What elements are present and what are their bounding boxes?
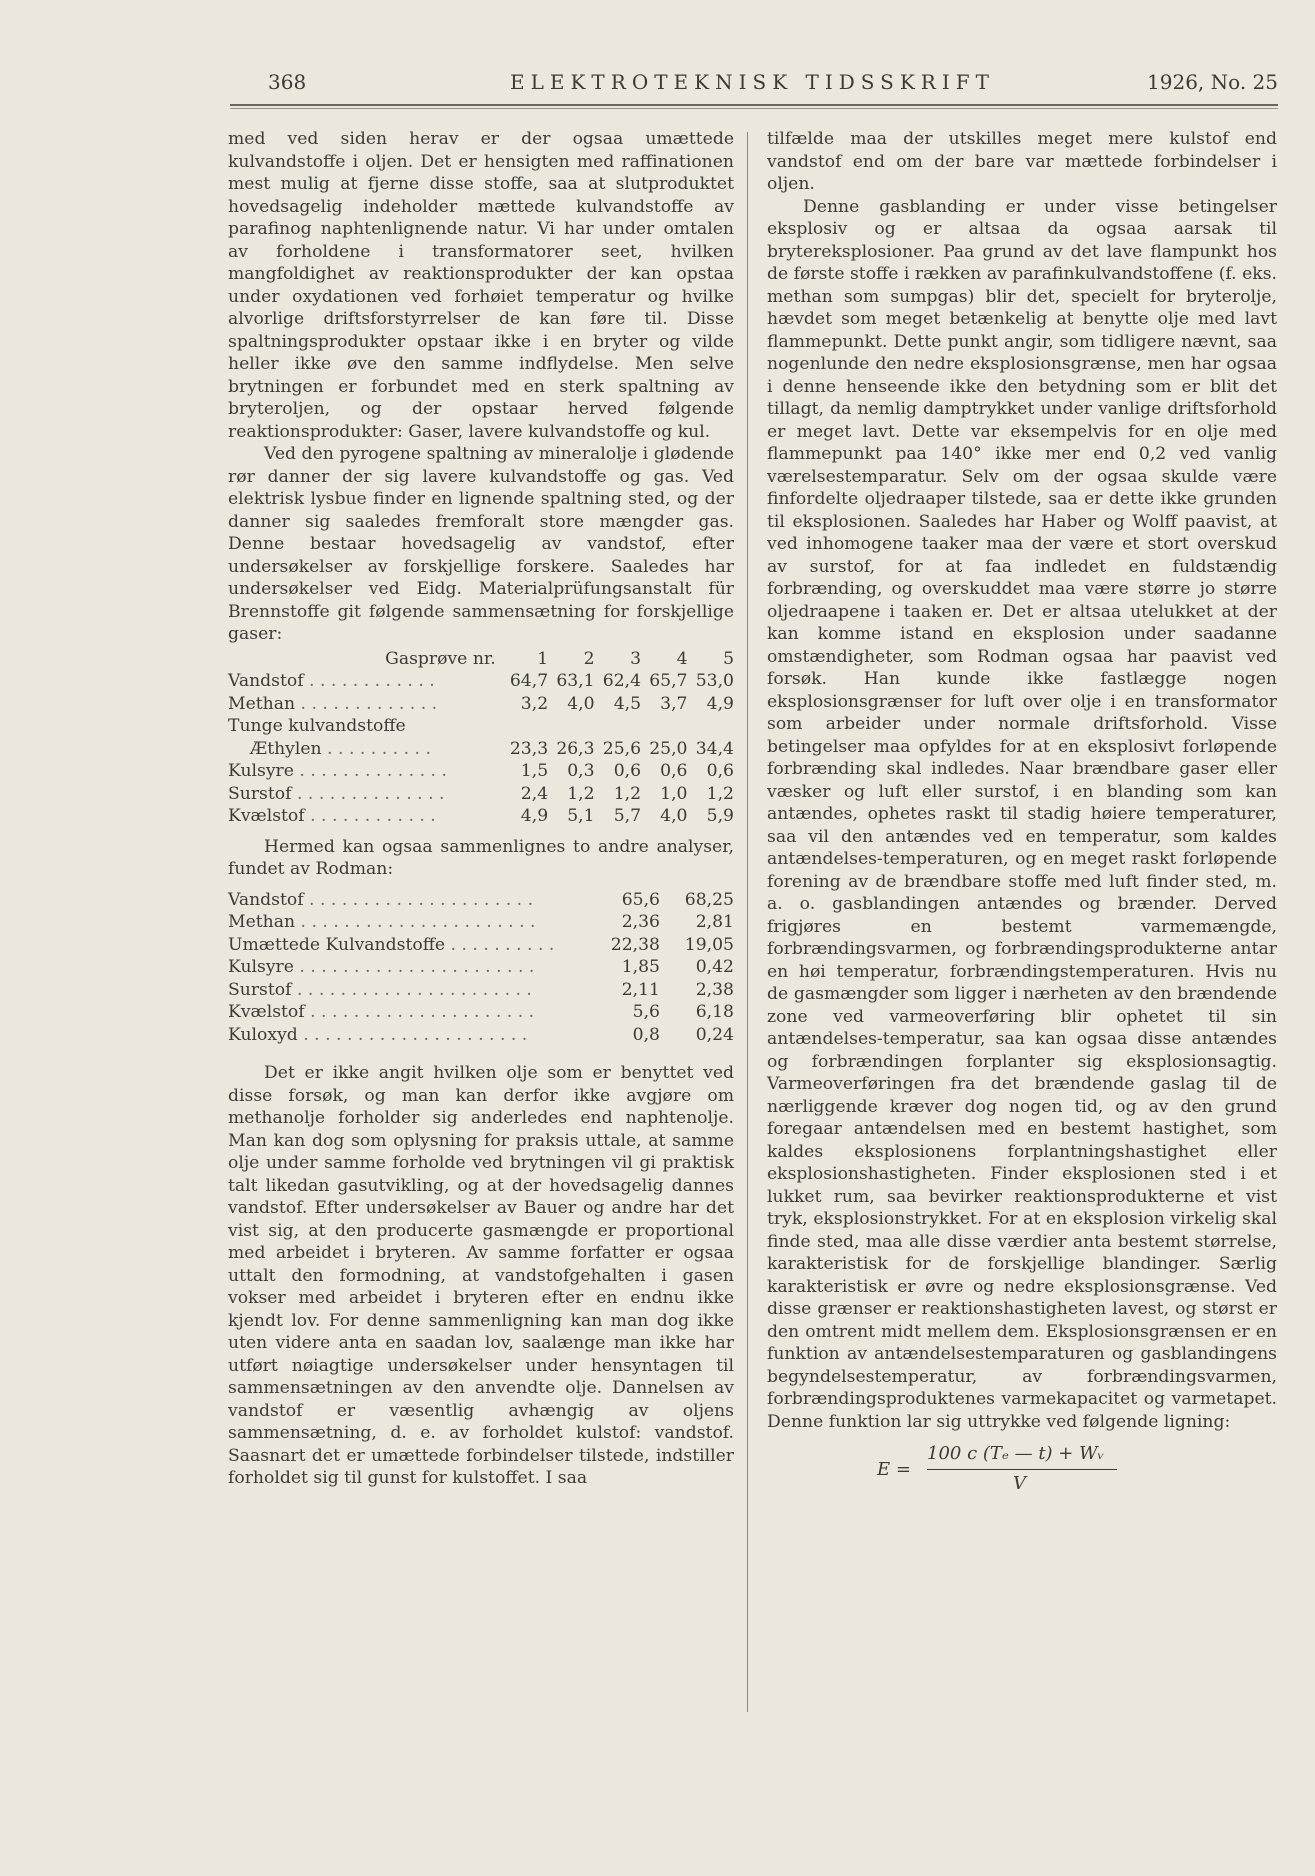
table-col-header: 1 (537, 648, 549, 669)
table-cell: 3,2 (520, 693, 549, 714)
gas-sample-table (228, 648, 734, 828)
row-label: Umættede Kulvandstoffe (228, 934, 446, 955)
table-cell: 0,3 (567, 761, 595, 781)
table-row: Umættede Kulvandstoffe . . . . . . . . . . 22,38 19,05 (228, 934, 734, 955)
table-cell: 23,3 (509, 738, 549, 759)
table-col-header: 4 (676, 648, 688, 669)
table-cell: 62,4 (602, 671, 642, 691)
table-row: Vandstof . . . . . . . . . . . . . . . . . . . . . 65,6 68,25 (228, 889, 734, 910)
row-label: Tunge kulvandstoffe (228, 716, 406, 736)
table-cell: 26,3 (556, 738, 595, 759)
table-cell: 0,6 (613, 761, 642, 781)
formula-denominator: V (1013, 1473, 1026, 1494)
table-cell: 1,2 (567, 783, 595, 804)
table-cell: 2,4 (520, 783, 549, 804)
table-row: Surstof . . . . . . . . . . . . . . 2,4 1,2 1,2 1,0 1,2 (228, 783, 734, 804)
table-row: Methan . . . . . . . . . . . . . . . . . . . . . . 2,36 2,81 (228, 912, 734, 932)
table-cell: 65,7 (649, 671, 688, 691)
table-cell: 0,24 (695, 1024, 734, 1045)
table-cell: 2,36 (621, 912, 660, 932)
table-row: Kulsyre . . . . . . . . . . . . . . . . . . . . . . 1,85 0,42 (228, 957, 734, 977)
table-cell: 2,81 (695, 912, 734, 932)
left-paragraph-2: Ved den pyrogene spaltning av mineralolje i glødende rør danner der sig lavere kulvandstoffe og gas. Ved elektrisk lysbue finder en lignende spaltning sted, og der danner sig saaledes fremforalt store mængder gas. Denne bestaar hovedsagelig av vandstof, efter undersøkelser av forskjellige forskere. Saaledes har undersøkelser ved Eidg. Materialprüfungsanstalt für Brennstoffe git følgende sammensætning for forskjellige gaser: (228, 444, 734, 644)
row-label: Vandstof (228, 671, 304, 691)
row-label: Kuloxyd (228, 1024, 298, 1045)
table-row: Surstof . . . . . . . . . . . . . . . . . . . . . . 2,11 2,38 (228, 979, 734, 1000)
table-cell: 63,1 (556, 671, 595, 691)
header-rule-thin (230, 108, 1278, 109)
table-cell: 68,25 (684, 889, 734, 910)
table-header-label: Gasprøve nr. (385, 648, 496, 669)
table-row: Kvælstof . . . . . . . . . . . . . . . . . . . . . 5,6 6,18 (228, 1002, 734, 1022)
table-cell: 22,38 (610, 934, 660, 955)
table-header-row (228, 648, 734, 671)
table-cell: 0,6 (706, 761, 734, 781)
column-divider (747, 132, 748, 1712)
table-cell: 5,1 (567, 806, 595, 826)
formula-lhs: E = (877, 1459, 911, 1480)
table-col-header: 2 (583, 648, 595, 669)
right-paragraph-2: Denne gasblanding er under visse betingelser eksplosiv og er altsaa da ogsaa aarsak til brytereksplosioner. Paa grund av det lave flampunkt hos de første stoffe i rækken av parafinkulvandstoffene (f. eks. methan som sumpgas) blir det, specielt for bryterolje, hævdet som meget betænkelig at benytte olje med lavt flammepunkt. Dette punkt angir, som tidligere nævnt, saa nogenlunde den nedre eksplosionsgrænse, men har ogsaa i denne henseende ikke den betydning som er blit det tillagt, da nemlig damptrykket under vanlige driftsforhold er meget lavt. Dette var eksempelvis for en olje med flammepunkt paa 140° ikke mer end 0,2 ved vanlig værelsestemparatur. Selv om der ogsaa skulde være finfordelte oljedraaper tilstede, saa er dette ikke grunden til eksplosionen. Saaledes har Haber og Wolff paavist, at ved inhomogene taaker maa der være et stort overskud av surstof, for at faa indledet en fuldstændig forbrænding, og overskuddet maa være større jo større oljedraapene i taaken er. Det er altsaa utelukket at der kan komme istand en eksplosion under saadanne omstændigheter, som Rodman ogsaa har paavist ved forsøk. Han kunde ikke fastlægge nogen eksplosionsgrænser for luft over olje i en transformator som arbeider under normale driftsforhold. Visse betingelser maa opfyldes for at en eksplosivt forløpende forbrænding skal indledes. Naar brændbare gaser eller væsker og luft eller surstof, i en blanding som kan antændes, ophetes raskt til stadig høiere temperaturer, saa vil den antændes ved en temperatur, som kaldes antændelses-temperaturen, og en meget raskt forløpende forening av de brændbare stoffe med luft finder sted, m. a. o. gasblandingen antændes og brænder. Derved frigjøres en bestemt varmemængde, forbrændingsvarmen, og forbrændingsprodukterne antar en høi temperatur, forbrændingstemperaturen. Hvis nu de gasmængder som ligger i nærheten av den brændende zone ved varmeoverføring blir ophetet til sin antændelses-temperatur, saa kan ogsaa disse antændes og forbrændingen forplanter sig eksplosionsagtig. Varmeoverføringen fra det brændende gaslag til de nærliggende kræver dog nogen tid, og av den grund foregaar antændelsen med en bestemt hastighet, som kaldes eksplosionens forplantningshastighet eller eksplosionshastigheten. Finder eksplosionen sted i et lukket rum, saa bevirker reaktionsprodukterne et vist tryk, eksplosionstrykket. For at en eksplosion virkelig skal finde sted, maa alle disse værdier anta bestemt størrelse, karakteristisk for de forskjellige blandinger. Særlig karakteristisk er øvre og nedre eksplosionsgrænse. Ved disse grænser er reaktionshastigheten lavest, og størst er den omtrent midt mellem dem. Eksplosionsgrænsen er en funktion av antændelsestemparaturen og gasblandingens begyndelsestemperatur, av forbrændingsvarmen, forbrændingsproduktenes varmekapacitet og varmetapet. Denne funktion lar sig uttrykke ved følgende ligning: (767, 196, 1277, 1432)
table-row: Vandstof . . . . . . . . . . . . 64,7 63,1 62,4 65,7 53,0 (228, 671, 734, 691)
table-cell: 2,11 (621, 979, 660, 1000)
table-row (228, 715, 734, 738)
table-cell: 19,05 (684, 934, 734, 955)
row-label: Kulsyre (228, 957, 294, 977)
table-cell: 0,8 (632, 1024, 660, 1045)
right-paragraph-1: tilfælde maa der utskilles meget mere kulstof end vandstof end om der bare var mættede forbindelser i oljen. (767, 129, 1277, 194)
table-cell: 2,38 (695, 979, 734, 1000)
table-cell: 3,7 (660, 693, 688, 714)
header-rule (230, 104, 1278, 106)
table-row: Æthylen . . . . . . . . . . 23,3 26,3 25,6 25,0 34,4 (250, 738, 734, 759)
table-cell: 1,5 (520, 761, 549, 781)
formula-numerator: 100 c (Tₑ — t) + Wᵥ (927, 1443, 1105, 1464)
table-cell: 0,42 (695, 957, 734, 977)
table-row: Kulsyre . . . . . . . . . . . . . . 1,5 0,3 0,6 0,6 0,6 (228, 761, 734, 781)
table-cell: 4,0 (660, 806, 688, 826)
table-cell: 64,7 (509, 671, 549, 691)
table-cell: 1,85 (621, 957, 660, 977)
row-label: Surstof (228, 783, 292, 804)
row-label: Methan (228, 912, 296, 932)
row-label: Kvælstof (228, 1002, 305, 1022)
page-number: 368 (268, 70, 307, 94)
row-label: Kvælstof (228, 806, 305, 826)
table-cell: 25,0 (649, 738, 688, 759)
table-row: Methan . . . . . . . . . . . . . 3,2 4,0 4,5 3,7 4,9 (228, 693, 734, 714)
table-cell: 5,9 (706, 806, 734, 826)
page-header (230, 60, 1278, 94)
left-paragraph-3: Hermed kan ogsaa sammenlignes to andre analyser, fundet av Rodman: (228, 836, 734, 879)
rodman-analysis-table (228, 889, 734, 1047)
explosion-formula (767, 1443, 1277, 1503)
table-cell: 4,9 (706, 693, 734, 714)
table-cell: 34,4 (695, 738, 734, 759)
table-cell: 25,6 (602, 738, 642, 759)
right-column (767, 128, 1277, 1503)
table-cell: 65,6 (621, 889, 660, 910)
left-paragraph-4: Det er ikke angit hvilken olje som er benyttet ved disse forsøk, og man kan derfor ikke avgjøre om methanolje forholder sig anderledes end naphtenolje. Man kan dog som oplysning for praksis uttale, at samme olje under samme forholde ved brytningen vil gi praktisk talt likedan gasutvikling, og at der hovedsagelig dannes vandstof. Efter undersøkelser av Bauer og andre har det vist sig, at den producerte gasmængde er proportional med arbeidet i bryteren. Av samme forfatter er ogsaa uttalt den formodning, at vandstofgehalten i gasen vokser med arbeidet i bryteren efter en endnu ikke kjendt lov. For denne sammenligning kan man dog ikke uten videre anta en saadan lov, saalænge man ikke har utført nøiagtige undersøkelser under hensyntagen til sammensætningen av den anvendte olje. Dannelsen av vandstof er væsentlig avhængig av oljens sammensætning, d. e. av forholdet kulstof: vandstof. Saasnart det er umættede forbindelser tilstede, indstiller forholdet sig til gunst for kulstoffet. I saa (228, 1063, 734, 1488)
table-cell: 4,0 (567, 693, 595, 714)
table-row: Kuloxyd . . . . . . . . . . . . . . . . . . . . . 0,8 0,24 (228, 1024, 734, 1045)
row-label: Surstof (228, 979, 292, 1000)
table-col-header: 5 (723, 648, 734, 669)
row-label: Methan (228, 693, 296, 714)
table-cell: 5,7 (613, 806, 642, 826)
table-cell: 1,2 (613, 783, 642, 804)
table-col-header: 3 (630, 648, 642, 669)
journal-title: ELEKTROTEKNISK TIDSSKRIFT (510, 70, 995, 94)
table-cell: 1,2 (706, 783, 734, 804)
table-cell: 0,6 (660, 761, 688, 781)
table-cell: 6,18 (695, 1002, 734, 1022)
row-label: Kulsyre (228, 761, 294, 781)
fraction-bar (927, 1469, 1117, 1470)
left-column (228, 128, 734, 1490)
table-cell: 53,0 (695, 671, 734, 691)
row-label: Æthylen (250, 738, 322, 759)
table-cell: 4,5 (613, 693, 642, 714)
table-cell: 1,0 (660, 783, 688, 804)
table-row: Kvælstof . . . . . . . . . . . . 4,9 5,1 5,7 4,0 5,9 (228, 806, 734, 826)
table-cell: 5,6 (632, 1002, 660, 1022)
left-paragraph-1: med ved siden herav er der ogsaa umættede kulvandstoffe i oljen. Det er hensigten med raffinationen mest mulig at fjerne disse stoffe, saa at slutproduktet hovedsagelig indeholder mættede kulvandstoffe av parafinog naphtenlignende natur. Vi har under omtalen av forholdene i transformatorer seet, hvilken mangfoldighet av reaktionsprodukter der kan opstaa under oxydationen ved forhøiet temperatur og hvilke alvorlige driftsforstyrrelser de kan føre til. Disse spaltningsprodukter opstaar ikke i en bryter og vilde heller ikke øve den samme indflydelse. Men selve brytningen er forbundet med en sterk spaltning av bryteroljen, og der opstaar herved følgende reaktionsprodukter: Gaser, lavere kulvandstoffe og kul. (228, 129, 734, 442)
row-label: Vandstof (228, 889, 304, 910)
table-cell: 4,9 (520, 806, 549, 826)
issue-label: 1926, No. 25 (1147, 70, 1278, 94)
